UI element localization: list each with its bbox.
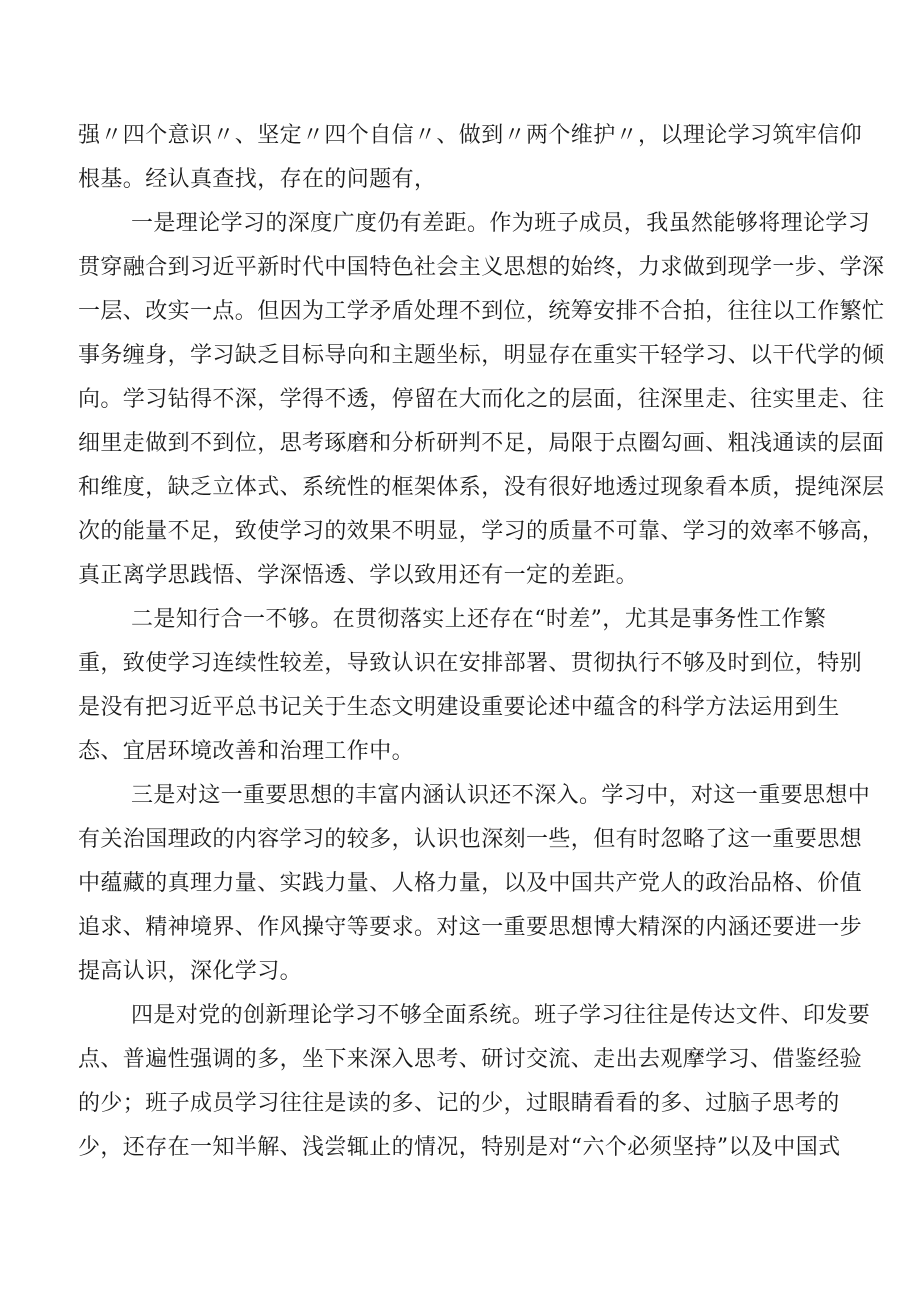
text-line: 强〃四个意识〃、坚定〃四个自信〃、做到〃两个维护〃，以理论学习筑牢信仰 (78, 123, 863, 148)
text-line: 重，致使学习连续性较差，导致认识在安排部署、贯彻执行不够及时到位，特别 (78, 651, 863, 676)
text-line: 根基。经认真查找，存在的问题有， (78, 167, 437, 192)
text-line: 态、宜居环境改善和治理工作中。 (78, 739, 415, 764)
text-line: 有关治国理政的内容学习的较多，认识也深刻一些，但有时忽略了这一重要思想 (78, 827, 863, 852)
text-line: 一层、改实一点。但因为工学矛盾处理不到位，统筹安排不合拍，往往以工作繁忙 (78, 299, 885, 324)
text-line: 次的能量不足，致使学习的效果不明显，学习的质量不可靠、学习的效率不够高， (78, 519, 885, 544)
text-line: 一是理论学习的深度广度仍有差距。作为班子成员，我虽然能够将理论学习 (131, 211, 871, 236)
text-line: 事务缠身，学习缺乏目标导向和主题坐标，明显存在重实干轻学习、以干代学的倾 (78, 343, 885, 368)
text-line: 点、普遍性强调的多，坐下来深入思考、研讨交流、走出去观摩学习、借鉴经验 (78, 1047, 863, 1072)
text-line: 二是知行合一不够。在贯彻落实上还存在“时差”，尤其是事务性工作繁 (131, 607, 827, 632)
text-line: 的少；班子成员学习往往是读的多、记的少，过眼睛看看的多、过脑子思考的 (78, 1091, 840, 1116)
text-line: 真正离学思践悟、学深悟透、学以致用还有一定的差距。 (78, 563, 639, 588)
text-line: 贯穿融合到习近平新时代中国特色社会主义思想的始终，力求做到现学一步、学深 (78, 255, 885, 280)
text-line: 向。学习钻得不深，学得不透，停留在大而化之的层面，往深里走、往实里走、往 (78, 387, 885, 412)
text-line: 四是对党的创新理论学习不够全面系统。班子学习往往是传达文件、印发要 (131, 1003, 871, 1028)
text-line: 中蕴藏的真理力量、实践力量、人格力量，以及中国共产党人的政治品格、价值 (78, 871, 863, 896)
text-line: 提高认识，深化学习。 (78, 959, 303, 984)
text-line: 少，还存在一知半解、浅尝辄止的情况，特别是对“六个必须坚持”以及中国式 (78, 1135, 841, 1160)
text-line: 三是对这一重要思想的丰富内涵认识还不深入。学习中，对这一重要思想中 (131, 783, 871, 808)
text-line: 和维度，缺乏立体式、系统性的框架体系，没有很好地透过现象看本质，提纯深层 (78, 475, 885, 500)
text-line: 细里走做到不到位，思考琢磨和分析研判不足，局限于点圈勾画、粗浅通读的层面 (78, 431, 885, 456)
text-line: 追求、精神境界、作风操守等要求。对这一重要思想博大精深的内涵还要进一步 (78, 915, 863, 940)
text-line: 是没有把习近平总书记关于生态文明建设重要论述中蕴含的科学方法运用到生 (78, 695, 840, 720)
